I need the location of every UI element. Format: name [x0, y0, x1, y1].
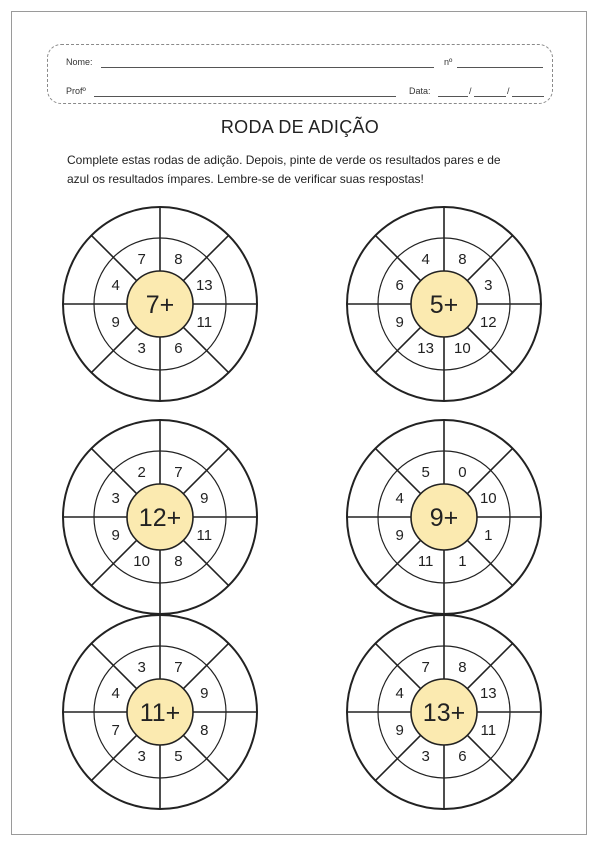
- wheel-number: 3: [137, 339, 146, 357]
- wheel-number: 7: [174, 659, 183, 677]
- wheel-number: 3: [137, 747, 146, 765]
- addition-wheel: [344, 417, 544, 617]
- addition-wheel: [344, 204, 544, 404]
- wheel-number: 4: [111, 685, 120, 703]
- addition-wheel: [344, 612, 544, 812]
- wheel-number: 11: [196, 526, 213, 544]
- wheel-number: 0: [458, 464, 467, 482]
- wheel-number: 2: [137, 464, 146, 482]
- wheel-number: 8: [458, 251, 467, 269]
- wheel-number: 3: [111, 490, 120, 508]
- wheel-number: 10: [479, 490, 497, 508]
- date-separator: /: [469, 86, 472, 96]
- wheel-number: 7: [174, 464, 183, 482]
- wheel-number: 11: [480, 721, 497, 739]
- addition-wheel: [60, 204, 260, 404]
- wheel-number: 7: [137, 251, 146, 269]
- instructions: [67, 151, 547, 189]
- wheel-number: 8: [174, 251, 183, 269]
- date-separator: /: [507, 86, 510, 96]
- date-day-field[interactable]: [438, 96, 468, 97]
- wheel-number: 13: [417, 339, 434, 357]
- wheel-number: 10: [454, 339, 471, 357]
- date-month-field[interactable]: [474, 96, 506, 97]
- wheel-number: 8: [174, 552, 183, 570]
- wheel-number: 6: [174, 339, 183, 357]
- wheel-number: 4: [395, 490, 404, 508]
- wheel-number: 8: [458, 659, 467, 677]
- wheel-number: 9: [395, 721, 404, 739]
- wheel-center-label: 7+: [145, 291, 175, 319]
- date-label: Data:: [409, 86, 431, 96]
- instructions-line: azul os resultados ímpares. Lembre-se de verificar suas respostas!: [67, 172, 424, 186]
- wheel-number: 4: [395, 685, 404, 703]
- wheel-number: 9: [395, 313, 404, 331]
- wheel-number: 12: [479, 313, 497, 331]
- wheel-number: 6: [395, 277, 404, 295]
- wheel-center-label: 9+: [429, 504, 459, 532]
- date-year-field[interactable]: [512, 96, 544, 97]
- wheel-center-label: 12+: [138, 504, 182, 532]
- addition-wheel: [60, 417, 260, 617]
- instructions-line: Complete estas rodas de adição. Depois, pinte de verde os resultados pares e de: [67, 153, 501, 167]
- number-label: nº: [444, 57, 453, 67]
- wheel-number: 9: [200, 685, 209, 703]
- wheel-center-label: 13+: [422, 699, 466, 727]
- teacher-label: Profº: [66, 86, 86, 96]
- wheel-number: 9: [200, 490, 209, 508]
- wheel-number: 5: [421, 464, 430, 482]
- wheel-number: 6: [458, 747, 467, 765]
- name-field[interactable]: [101, 67, 434, 68]
- wheel-number: 1: [484, 526, 493, 544]
- wheel-number: 7: [421, 659, 430, 677]
- wheel-number: 3: [484, 277, 493, 295]
- wheel-number: 13: [479, 685, 497, 703]
- wheel-number: 11: [196, 313, 213, 331]
- page-title: RODA DE ADIÇÃO: [220, 117, 380, 137]
- addition-wheel: [60, 612, 260, 812]
- wheel-center-label: 11+: [139, 699, 181, 727]
- wheel-number: 3: [421, 747, 430, 765]
- wheel-number: 10: [133, 552, 150, 570]
- wheel-number: 7: [111, 721, 120, 739]
- name-label: Nome:: [66, 57, 93, 67]
- number-field[interactable]: [457, 67, 543, 68]
- wheel-number: 4: [421, 251, 430, 269]
- wheel-number: 3: [137, 659, 146, 677]
- wheel-number: 5: [174, 747, 183, 765]
- student-info-box: [47, 44, 553, 104]
- teacher-field[interactable]: [94, 96, 396, 97]
- wheel-number: 9: [111, 313, 120, 331]
- wheel-number: 8: [200, 721, 209, 739]
- wheel-number: 9: [395, 526, 404, 544]
- wheel-number: 1: [458, 552, 467, 570]
- wheel-number: 13: [195, 277, 213, 295]
- wheel-number: 4: [111, 277, 120, 295]
- wheel-number: 11: [417, 552, 434, 570]
- wheel-center-label: 5+: [429, 291, 459, 319]
- wheel-number: 9: [111, 526, 120, 544]
